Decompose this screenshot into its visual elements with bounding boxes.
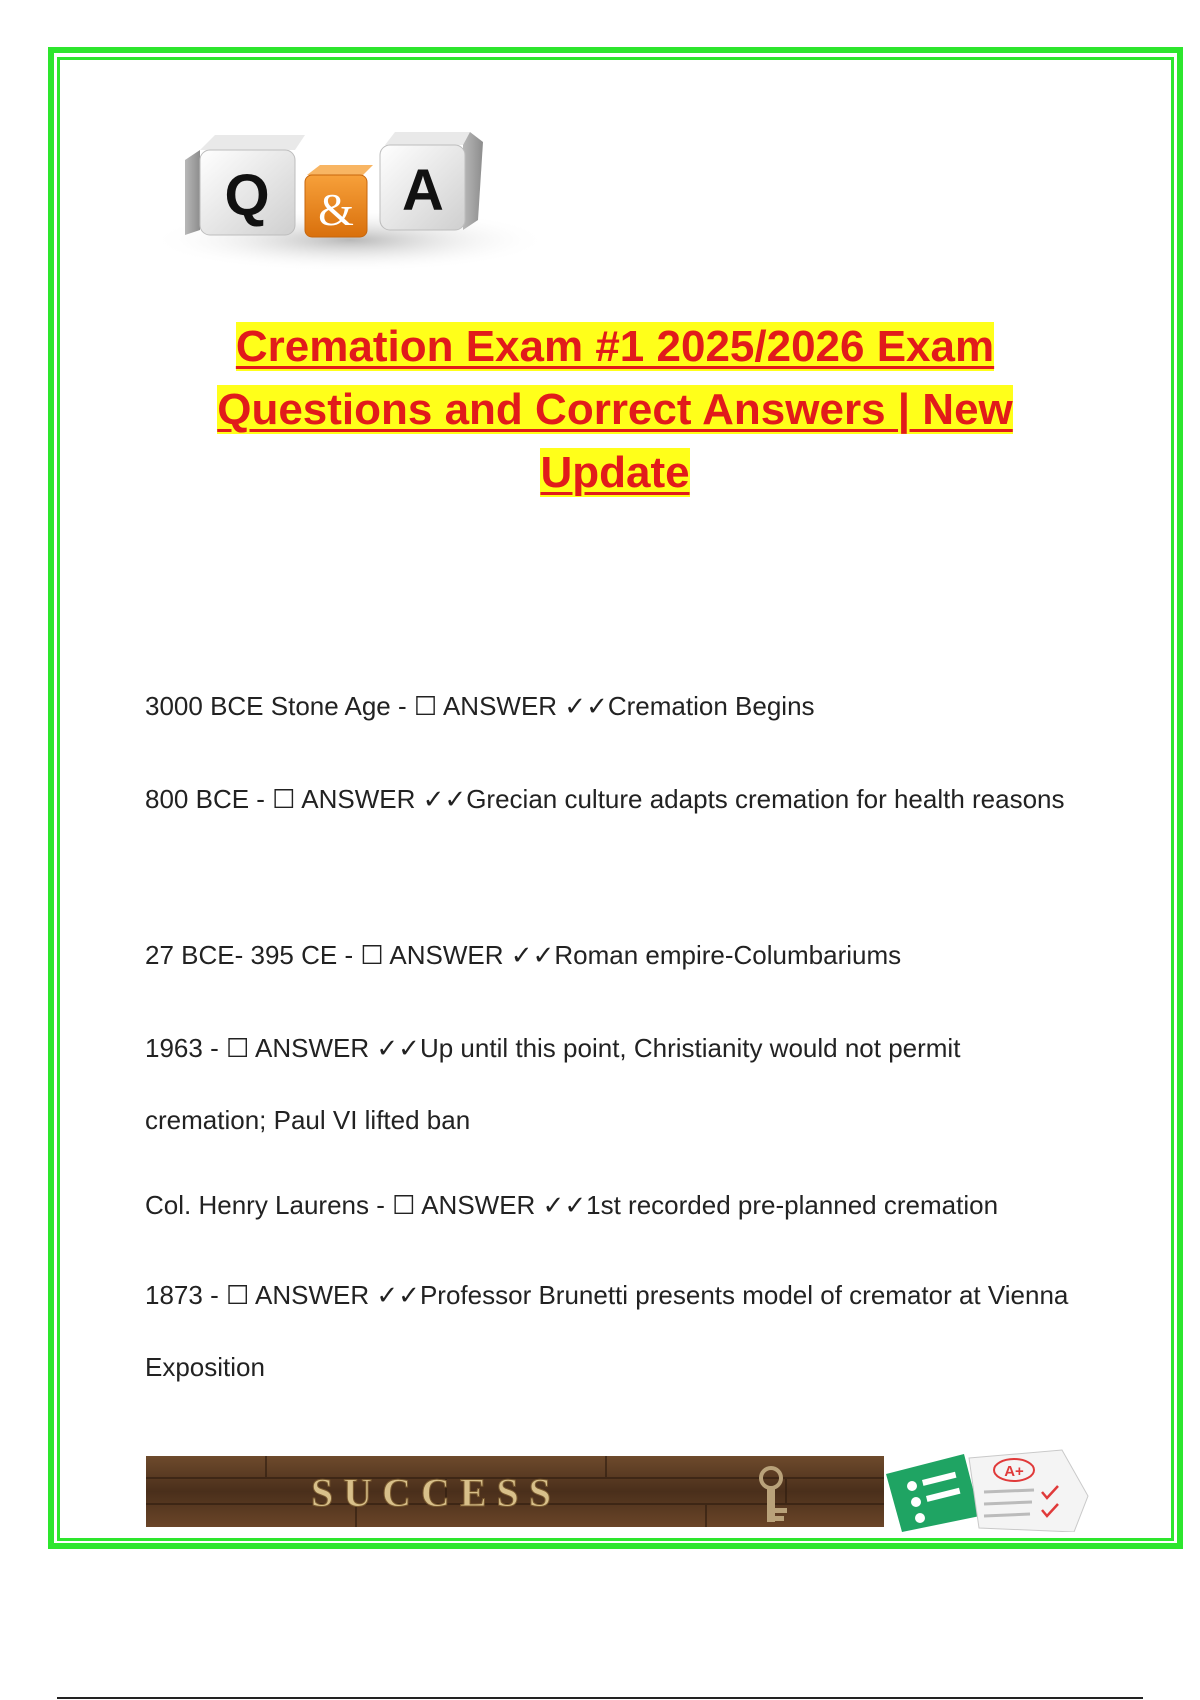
dice-a-letter: A <box>402 158 444 223</box>
qa-question: 1873 <box>145 1280 203 1310</box>
checkmark-icon: ✓✓ <box>376 1034 420 1064</box>
success-text: SUCCESS <box>310 1470 562 1515</box>
dice-ampersand-letter: & <box>318 184 354 235</box>
qa-question: Col. Henry Laurens <box>145 1190 369 1220</box>
qa-item <box>145 920 1085 992</box>
qa-dice-logo <box>145 80 555 290</box>
qa-separator: - ☐ ANSWER <box>202 1033 377 1063</box>
dice-ampersand-icon <box>305 165 373 237</box>
dice-q-letter: Q <box>224 163 270 228</box>
qa-item <box>145 671 1085 743</box>
success-banner <box>146 1456 884 1527</box>
title-line-1: Cremation Exam #1 2025/2026 Exam <box>235 322 995 371</box>
qa-separator: - ☐ ANSWER <box>390 691 565 721</box>
qa-answer: 1st recorded pre-planned cremation <box>586 1190 999 1220</box>
spreadsheet-icon <box>886 1454 980 1532</box>
qa-item <box>145 1260 1085 1403</box>
document-title <box>140 315 1090 504</box>
qa-separator: - ☐ ANSWER <box>337 940 511 970</box>
qa-separator: - ☐ ANSWER <box>369 1190 543 1220</box>
checkmark-icon: ✓✓ <box>564 692 608 722</box>
qa-separator: - ☐ ANSWER <box>202 1280 377 1310</box>
grade-paper-icon <box>969 1450 1088 1532</box>
qa-answer: Cremation Begins <box>607 691 815 721</box>
qa-item <box>145 764 1085 836</box>
qa-answer: Up until this point, Christianity would not permit cremation; Paul VI lifted ban <box>145 1033 961 1135</box>
title-line-2: Questions and Correct Answers | New <box>217 385 1013 434</box>
title-line-3: Update <box>540 448 690 497</box>
checkmark-icon: ✓✓ <box>376 1281 420 1311</box>
qa-question: 27 BCE- 395 CE <box>145 940 338 970</box>
qa-separator: - ☐ ANSWER <box>249 784 423 814</box>
qa-question: 800 BCE <box>145 784 250 814</box>
checkmark-icon: ✓✓ <box>542 1191 587 1221</box>
checkmark-icon: ✓✓ <box>422 785 467 815</box>
graded-test-icon <box>884 1446 1090 1532</box>
dice-a-icon <box>380 132 483 230</box>
qa-question: 3000 BCE Stone Age <box>145 691 391 721</box>
qa-answer: Grecian culture adapts cremation for health reasons <box>466 784 1065 814</box>
bottom-divider <box>57 1697 1143 1699</box>
qa-question: 1963 <box>145 1033 203 1063</box>
qa-item <box>145 1170 1085 1242</box>
qa-answer: Professor Brunetti presents model of cremator at Vienna Exposition <box>145 1280 1069 1382</box>
qa-item <box>145 1013 1085 1156</box>
qa-answer: Roman empire-Columbariums <box>554 940 902 970</box>
grade-text: A+ <box>1004 1463 1024 1480</box>
checkmark-icon: ✓✓ <box>510 941 555 971</box>
dice-q-icon <box>185 135 305 235</box>
